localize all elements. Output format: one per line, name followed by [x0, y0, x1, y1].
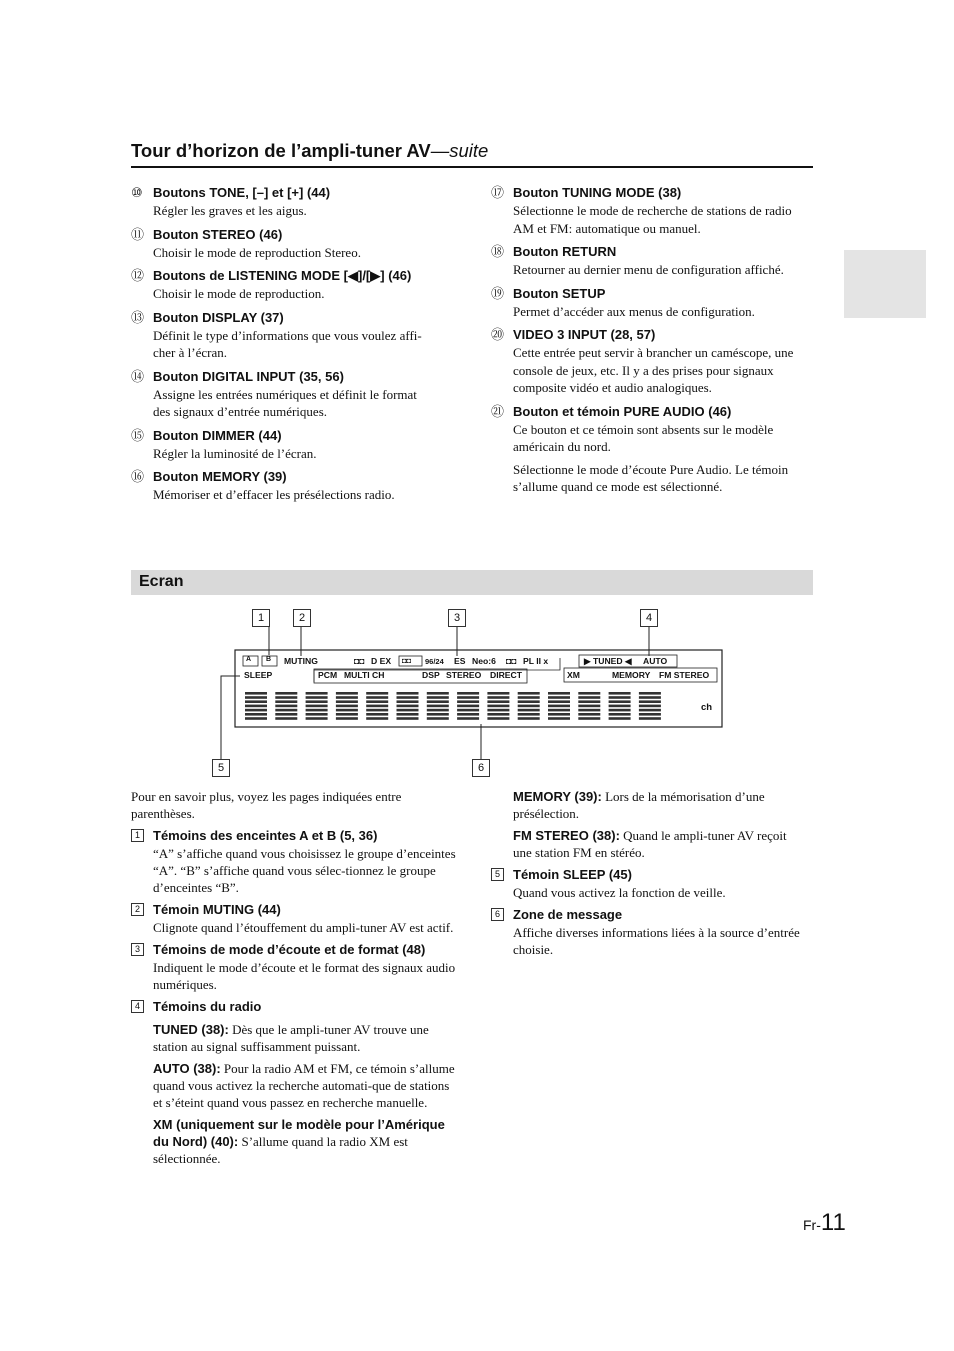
item-11 — [131, 226, 431, 262]
item-body: Régler les graves et les aigus. — [153, 203, 307, 218]
legend-heading: Témoins de mode d’écoute et de format (48) — [153, 942, 426, 957]
item-18 — [491, 243, 815, 279]
item-heading: Bouton STEREO (46) — [153, 226, 283, 242]
item-21 — [491, 403, 815, 496]
message-char-cell — [427, 692, 449, 720]
multich-label: MULTI CH — [344, 670, 385, 680]
item-heading: Bouton DISPLAY (37) — [153, 309, 284, 325]
left-column — [131, 184, 431, 510]
header-title: Tour d’horizon de l’ampli-tuner AV — [131, 140, 431, 161]
page-header — [131, 140, 488, 162]
item-body: Régler la luminosité de l’écran. — [153, 445, 317, 461]
item-number: ⑰ — [491, 186, 505, 201]
callout-6: 6 — [472, 759, 490, 777]
item-number: ⑭ — [131, 369, 145, 385]
item-number: ⑮ — [131, 428, 145, 444]
item-heading: VIDEO 3 INPUT (28, 57) — [513, 327, 656, 342]
item-number: ㉑ — [491, 404, 505, 420]
item-10 — [131, 184, 431, 220]
legend-item-4 — [131, 998, 457, 1016]
callout-1: 1 — [252, 609, 270, 627]
legend-item-6 — [491, 906, 801, 958]
dts-box — [399, 656, 422, 666]
item-19 — [491, 285, 815, 321]
message-char-cell — [397, 692, 419, 720]
item-heading: Bouton DIGITAL INPUT (35, 56) — [153, 368, 344, 384]
item-body: Ce bouton et ce témoin sont absents sur le modèle américain du nord. — [513, 421, 774, 454]
legend-body: “A” s’affiche quand vous choisissez le groupe d’enceintes “A”. “B” s’affiche quand vous sélec-tionnez le groupe d’enceintes “B”. — [153, 846, 456, 895]
bottom-right-column — [491, 788, 801, 963]
listening-box — [314, 669, 527, 683]
bottom-left-column — [131, 788, 457, 1167]
item-body: Assigne les entrées numériques et définit le format des signaux d’entrée numériques. — [153, 386, 417, 419]
legend-number: 1 — [131, 829, 144, 842]
pl2x-label: PL II x — [523, 656, 549, 666]
message-char-cell — [487, 692, 509, 720]
item-heading: Bouton et témoin PURE AUDIO (46) — [513, 403, 732, 419]
legend-heading: Témoins du radio — [153, 999, 262, 1014]
legend-number: 5 — [491, 868, 504, 881]
sub-text: S’allume quand la radio XM est sélectionnée. — [153, 1134, 408, 1166]
sub-text: Quand le ampli-tuner AV reçoit une station FM en stéréo. — [513, 828, 787, 860]
sub-memory — [491, 788, 801, 822]
callout-3: 3 — [448, 609, 466, 627]
item-heading: Bouton RETURN — [513, 244, 617, 259]
item-14 — [131, 368, 431, 421]
page-number-value: 11 — [820, 1209, 846, 1236]
item-body: Sélectionne le mode de recherche de stations de radio AM et FM: automatique ou manuel. — [513, 203, 792, 236]
radio-box — [564, 668, 717, 682]
item-heading: Boutons TONE, [–] et [+] (44) — [153, 185, 331, 200]
dts-icon: ◘◘ — [402, 656, 412, 665]
memory-label: MEMORY — [612, 670, 651, 680]
item-number: ⑱ — [491, 245, 505, 260]
spk-b-box — [262, 656, 277, 666]
message-char-cell — [245, 692, 267, 720]
spk-b-label: B — [266, 656, 272, 663]
sub-auto — [131, 1060, 457, 1111]
item-body: Cette entrée peut servir à brancher un caméscope, une console de jeux, etc. Il y a des prises pour signaux composite vidéo et audio analogiques. — [513, 345, 794, 395]
legend-heading: Témoin SLEEP (45) — [513, 867, 632, 882]
legend-number: 4 — [131, 1000, 144, 1013]
item-20 — [491, 326, 815, 397]
tuned-box — [579, 655, 677, 667]
legend-item-1 — [131, 827, 457, 896]
item-13 — [131, 309, 431, 362]
legend-body: Affiche diverses informations liées à la source d’entrée choisie. — [513, 925, 800, 957]
legend-heading: Zone de message — [513, 907, 623, 922]
legend-number: 3 — [131, 943, 144, 956]
message-char-cell — [639, 692, 661, 720]
item-number: ⑬ — [131, 310, 145, 326]
neo6-label: Neo:6 — [472, 656, 496, 666]
item-number: ⑫ — [131, 269, 145, 284]
item-body: Choisir le mode de reproduction. — [153, 286, 325, 301]
legend-body: Indiquent le mode d’écoute et le format des signaux audio numériques. — [153, 960, 456, 992]
format-bracket — [314, 658, 560, 682]
message-char-cell — [336, 692, 358, 720]
item-body: Permet d’accéder aux menus de configuration. — [513, 303, 755, 319]
message-char-cell — [548, 692, 570, 720]
message-char-cell — [578, 692, 600, 720]
ch-label: ch — [701, 702, 713, 713]
message-char-cell — [306, 692, 328, 720]
auto-label: AUTO — [643, 656, 668, 666]
page-number — [803, 1209, 846, 1237]
item-body: Choisir le mode de reproduction Stereo. — [153, 244, 361, 260]
dolby-icon: ◘◘ — [354, 656, 365, 666]
spk-a-label: A — [246, 656, 252, 663]
item-17 — [491, 184, 815, 237]
item-heading: Bouton MEMORY (39) — [153, 469, 287, 484]
item-number: ⑩ — [131, 186, 143, 201]
legend-item-5 — [491, 866, 801, 901]
callout-2: 2 — [293, 609, 311, 627]
page-prefix: Fr- — [803, 1217, 821, 1233]
item-16 — [131, 468, 431, 504]
legend-body: Quand vous activez la fonction de veille. — [513, 885, 726, 900]
message-char-cell — [609, 692, 631, 720]
sub-text: Dès que le ampli-tuner AV trouve une station au signal suffisamment puissant. — [153, 1022, 429, 1054]
right-column — [491, 184, 815, 502]
message-char-cell — [518, 692, 540, 720]
legend-body: Clignote quand l’étouffement du ampli-tuner AV est actif. — [153, 920, 454, 935]
item-number: ⑳ — [491, 328, 505, 343]
sub-label: MEMORY (39): — [513, 789, 602, 804]
sub-text: Pour la radio AM et FM, ce témoin s’allume quand vous activez la recherche automati-que de stations et s’éteint quand vous passez en recherche manuelle. — [153, 1061, 455, 1110]
legend-heading: Témoin MUTING (44) — [153, 902, 281, 917]
item-heading: Boutons de LISTENING MODE [◀]/[▶] (46) — [153, 268, 412, 283]
es-label: ES — [454, 656, 466, 666]
pcm-label: PCM — [318, 670, 338, 680]
item-body-2: Sélectionne le mode d’écoute Pure Audio. Le témoin s’allume quand ce mode est sélectionné. — [513, 461, 789, 494]
item-number: ⑯ — [131, 470, 145, 485]
sub-label: AUTO (38): — [153, 1061, 221, 1076]
sub-label: FM STEREO (38): — [513, 828, 620, 843]
xm-label: XM — [567, 670, 580, 680]
item-12 — [131, 267, 431, 303]
callout-4: 4 — [640, 609, 658, 627]
dolby-pl-icon: ◘◘ — [506, 656, 517, 666]
leader-5 — [221, 676, 240, 760]
muting-label: MUTING — [284, 656, 318, 666]
item-body: Mémoriser et d’effacer les présélections radio. — [153, 487, 395, 502]
spk-a-box — [243, 656, 258, 666]
tuned-label: ▶ TUNED ◀ — [584, 656, 632, 666]
sub-label: XM (uniquement sur le modèle pour l’Amérique du Nord) (40): — [153, 1117, 445, 1149]
callout-5: 5 — [212, 759, 230, 777]
legend-number: 6 — [491, 908, 504, 921]
fm-stereo-label: FM STEREO — [659, 670, 710, 680]
message-char-cell — [457, 692, 479, 720]
sub-fm-stereo — [491, 827, 801, 861]
item-body: Retourner au dernier menu de configuration affiché. — [513, 262, 784, 277]
item-body: Définit le type d’informations que vous voulez affi-cher à l’écran. — [153, 327, 422, 360]
legend-heading: Témoins des enceintes A et B (5, 36) — [153, 828, 378, 843]
item-heading: Bouton TUNING MODE (38) — [513, 185, 682, 200]
message-char-cell — [366, 692, 388, 720]
stereo-label: STEREO — [446, 670, 482, 680]
item-15 — [131, 427, 431, 463]
sub-label: TUNED (38): — [153, 1022, 229, 1037]
direct-label: DIRECT — [490, 670, 522, 680]
display-frame — [235, 650, 722, 727]
legend-number: 2 — [131, 903, 144, 916]
section-bar — [131, 570, 813, 595]
section-title: Ecran — [139, 573, 184, 590]
sub-text: Lors de la mémorisation d’une présélection. — [513, 789, 765, 821]
side-tab — [844, 250, 926, 318]
message-segments — [245, 692, 661, 720]
dts-9624-label: 96/24 — [425, 657, 444, 666]
item-number: ⑪ — [131, 227, 145, 243]
sub-xm — [131, 1116, 457, 1167]
item-number: ⑲ — [491, 286, 505, 302]
intro-text: Pour en savoir plus, voyez les pages indiquées entre parenthèses. — [131, 789, 402, 821]
legend-item-3 — [131, 941, 457, 993]
dsp-label: DSP — [422, 670, 440, 680]
item-heading: Bouton DIMMER (44) — [153, 427, 282, 443]
message-char-cell — [275, 692, 297, 720]
sleep-label: SLEEP — [244, 670, 273, 680]
dolby-d-ex-label: D EX — [371, 656, 392, 666]
legend-item-2 — [131, 901, 457, 936]
item-heading: Bouton SETUP — [513, 285, 606, 301]
header-rule — [131, 166, 813, 168]
header-suffix: —suite — [430, 140, 489, 161]
sub-tuned — [131, 1021, 457, 1055]
